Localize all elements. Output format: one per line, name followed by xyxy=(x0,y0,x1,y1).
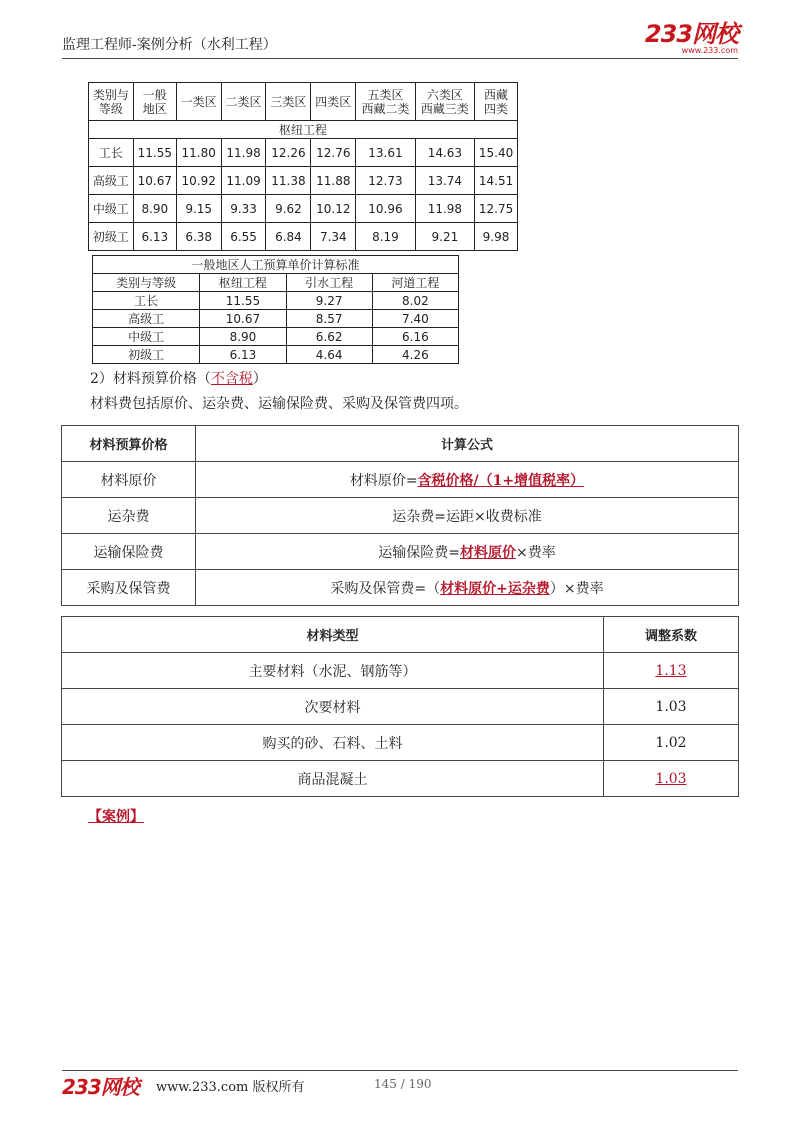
wage-cell: 8.57 xyxy=(286,310,372,328)
wage-cell: 14.63 xyxy=(415,139,474,167)
wage-cell: 10.67 xyxy=(200,310,286,328)
wage-cell: 9.62 xyxy=(266,195,311,223)
formula-pre: 材料原价= xyxy=(349,472,418,489)
wage-cell: 6.16 xyxy=(372,328,458,346)
wage-cell: 13.74 xyxy=(415,167,474,195)
wage-cell: 7.34 xyxy=(311,223,356,251)
heading-prefix: 2）材料预算价格（ xyxy=(90,371,211,387)
table-row xyxy=(62,689,739,725)
header-text: 五类区 xyxy=(367,87,404,102)
table-row xyxy=(62,462,739,498)
material-type: 主要材料（水泥、钢筋等） xyxy=(62,653,604,689)
logo-text: 233网校 xyxy=(644,20,738,48)
wage-cell: 6.84 xyxy=(266,223,311,251)
row-label: 工长 xyxy=(93,292,200,310)
wage-cell: 9.21 xyxy=(415,223,474,251)
wage-cell: 11.80 xyxy=(176,139,221,167)
material-adjustment-table xyxy=(61,616,739,797)
wage-cell: 11.55 xyxy=(200,292,286,310)
price-item: 运杂费 xyxy=(62,498,196,534)
header-cell xyxy=(415,83,474,121)
formula-pre: 采购及保管费=（ xyxy=(330,580,441,597)
row-label: 工长 xyxy=(89,139,134,167)
coefficient-value: 1.02 xyxy=(655,734,687,751)
header-cell xyxy=(221,83,266,121)
wage-cell: 8.90 xyxy=(133,195,176,223)
wage-cell: 9.33 xyxy=(221,195,266,223)
coefficient-cell xyxy=(604,689,739,725)
table-row xyxy=(89,139,518,167)
header-coefficient: 调整系数 xyxy=(604,617,739,653)
wage-cell: 15.40 xyxy=(475,139,518,167)
table-row xyxy=(93,346,459,364)
coefficient-value: 1.03 xyxy=(655,698,687,715)
wage-cell: 10.92 xyxy=(176,167,221,195)
heading-emphasis: 不含税 xyxy=(210,371,253,387)
header-text: 类别与 xyxy=(92,87,129,102)
table-row xyxy=(89,195,518,223)
coefficient-value: 1.13 xyxy=(655,662,687,679)
table-row xyxy=(62,570,739,606)
heading-suffix: ） xyxy=(252,371,267,387)
wage-cell: 11.98 xyxy=(415,195,474,223)
row-label: 中级工 xyxy=(89,195,134,223)
wage-cell: 10.12 xyxy=(311,195,356,223)
formula-pre: 运输保险费= xyxy=(378,544,460,561)
page-number: 145 / 190 xyxy=(374,1077,432,1091)
wage-cell: 6.62 xyxy=(286,328,372,346)
header-cell xyxy=(176,83,221,121)
wage-cell: 9.27 xyxy=(286,292,372,310)
table-row xyxy=(62,498,739,534)
wage-cell: 14.51 xyxy=(475,167,518,195)
wage-cell: 4.26 xyxy=(372,346,458,364)
header-cell: 引水工程 xyxy=(286,274,372,292)
header-text: 三类区 xyxy=(270,94,307,109)
formula-emphasis: 材料原价 xyxy=(460,544,516,561)
coefficient-cell xyxy=(604,761,739,797)
formula-post: ）×费率 xyxy=(549,580,604,597)
header-cell: 枢纽工程 xyxy=(200,274,286,292)
wage-cell: 13.61 xyxy=(356,139,415,167)
page-footer xyxy=(62,1073,738,1099)
wage-cell: 6.38 xyxy=(176,223,221,251)
formula-cell xyxy=(196,570,739,606)
wage-cell: 9.98 xyxy=(475,223,518,251)
header-cell xyxy=(133,83,176,121)
footer-divider xyxy=(62,1070,738,1071)
table-row xyxy=(93,310,459,328)
wage-cell: 11.98 xyxy=(221,139,266,167)
table-title-row xyxy=(93,256,459,274)
header-cell: 类别与等级 xyxy=(93,274,200,292)
wage-cell: 12.75 xyxy=(475,195,518,223)
wage-cell: 12.76 xyxy=(311,139,356,167)
header-text: 一类区 xyxy=(180,94,217,109)
header-cell xyxy=(311,83,356,121)
header-text: 一般 xyxy=(142,87,167,102)
header-text: 四类区 xyxy=(315,94,352,109)
general-area-wage-table xyxy=(92,255,459,364)
price-item: 运输保险费 xyxy=(62,534,196,570)
wage-cell: 8.90 xyxy=(200,328,286,346)
coefficient-value: 1.03 xyxy=(655,770,687,787)
material-type: 次要材料 xyxy=(62,689,604,725)
header-cell xyxy=(266,83,311,121)
formula-pre: 运杂费=运距×收费标准 xyxy=(392,508,542,525)
page-header xyxy=(62,20,738,58)
header-formula: 计算公式 xyxy=(196,426,739,462)
header-cell xyxy=(89,83,134,121)
wage-cell: 6.55 xyxy=(221,223,266,251)
table-row xyxy=(62,534,739,570)
section-row xyxy=(89,121,518,139)
formula-cell xyxy=(196,498,739,534)
logo-url: www.233.com xyxy=(681,46,738,55)
table-row xyxy=(89,167,518,195)
material-type: 购买的砂、石料、土料 xyxy=(62,725,604,761)
wage-cell: 9.15 xyxy=(176,195,221,223)
wage-cell: 8.02 xyxy=(372,292,458,310)
table-row xyxy=(62,653,739,689)
table-row xyxy=(62,725,739,761)
footer-logo[interactable]: 233网校 xyxy=(62,1075,139,1099)
formula-cell xyxy=(196,462,739,498)
regional-wage-table xyxy=(88,82,518,251)
coefficient-cell xyxy=(604,653,739,689)
header-divider xyxy=(62,58,738,59)
wage-cell: 10.67 xyxy=(133,167,176,195)
material-type: 商品混凝土 xyxy=(62,761,604,797)
wage-cell: 7.40 xyxy=(372,310,458,328)
row-label: 初级工 xyxy=(93,346,200,364)
header-material-type: 材料类型 xyxy=(62,617,604,653)
header-text: 西藏二类 xyxy=(361,101,410,116)
header-text: 四类 xyxy=(484,101,509,116)
wage-cell: 8.19 xyxy=(356,223,415,251)
header-text: 六类区 xyxy=(426,87,463,102)
wage-cell: 11.38 xyxy=(266,167,311,195)
row-label: 高级工 xyxy=(89,167,134,195)
table-header-row xyxy=(93,274,459,292)
header-text: 西藏三类 xyxy=(420,101,469,116)
row-label: 中级工 xyxy=(93,328,200,346)
wage-cell: 6.13 xyxy=(133,223,176,251)
document-title: 监理工程师-案例分析（水利工程） xyxy=(62,37,277,53)
material-price-formula-table xyxy=(61,425,739,606)
wage-cell: 12.73 xyxy=(356,167,415,195)
wage-cell: 11.09 xyxy=(221,167,266,195)
price-item: 采购及保管费 xyxy=(62,570,196,606)
row-label: 高级工 xyxy=(93,310,200,328)
brand-logo[interactable] xyxy=(645,22,738,55)
header-text: 地区 xyxy=(142,101,167,116)
wage-cell: 10.96 xyxy=(356,195,415,223)
header-cell xyxy=(356,83,415,121)
table-title: 一般地区人工预算单价计算标准 xyxy=(93,256,459,274)
section-description: 材料费包括原价、运杂费、运输保险费、采购及保管费四项。 xyxy=(90,396,468,412)
table-header-row xyxy=(89,83,518,121)
formula-post: ×费率 xyxy=(516,544,556,561)
wage-cell: 11.88 xyxy=(311,167,356,195)
header-text: 西藏 xyxy=(484,87,509,102)
formula-emphasis: 材料原价+运杂费 xyxy=(440,580,550,597)
wage-cell: 6.13 xyxy=(200,346,286,364)
header-text: 二类区 xyxy=(225,94,262,109)
header-cell: 河道工程 xyxy=(372,274,458,292)
section-heading xyxy=(90,368,267,388)
section-label: 枢纽工程 xyxy=(89,121,518,139)
table-row xyxy=(62,761,739,797)
table-header-row xyxy=(62,426,739,462)
row-label: 初级工 xyxy=(89,223,134,251)
header-text: 等级 xyxy=(98,101,123,116)
wage-cell: 4.64 xyxy=(286,346,372,364)
table-row xyxy=(89,223,518,251)
price-item: 材料原价 xyxy=(62,462,196,498)
case-label: 【案例】 xyxy=(88,809,144,825)
formula-cell xyxy=(196,534,739,570)
copyright-text: www.233.com 版权所有 xyxy=(156,1080,305,1095)
header-price-item: 材料预算价格 xyxy=(62,426,196,462)
table-row xyxy=(93,328,459,346)
wage-cell: 11.55 xyxy=(133,139,176,167)
table-header-row xyxy=(62,617,739,653)
wage-cell: 12.26 xyxy=(266,139,311,167)
table-row xyxy=(93,292,459,310)
formula-emphasis: 含税价格/（1+增值税率） xyxy=(417,472,585,489)
coefficient-cell xyxy=(604,725,739,761)
header-cell xyxy=(475,83,518,121)
